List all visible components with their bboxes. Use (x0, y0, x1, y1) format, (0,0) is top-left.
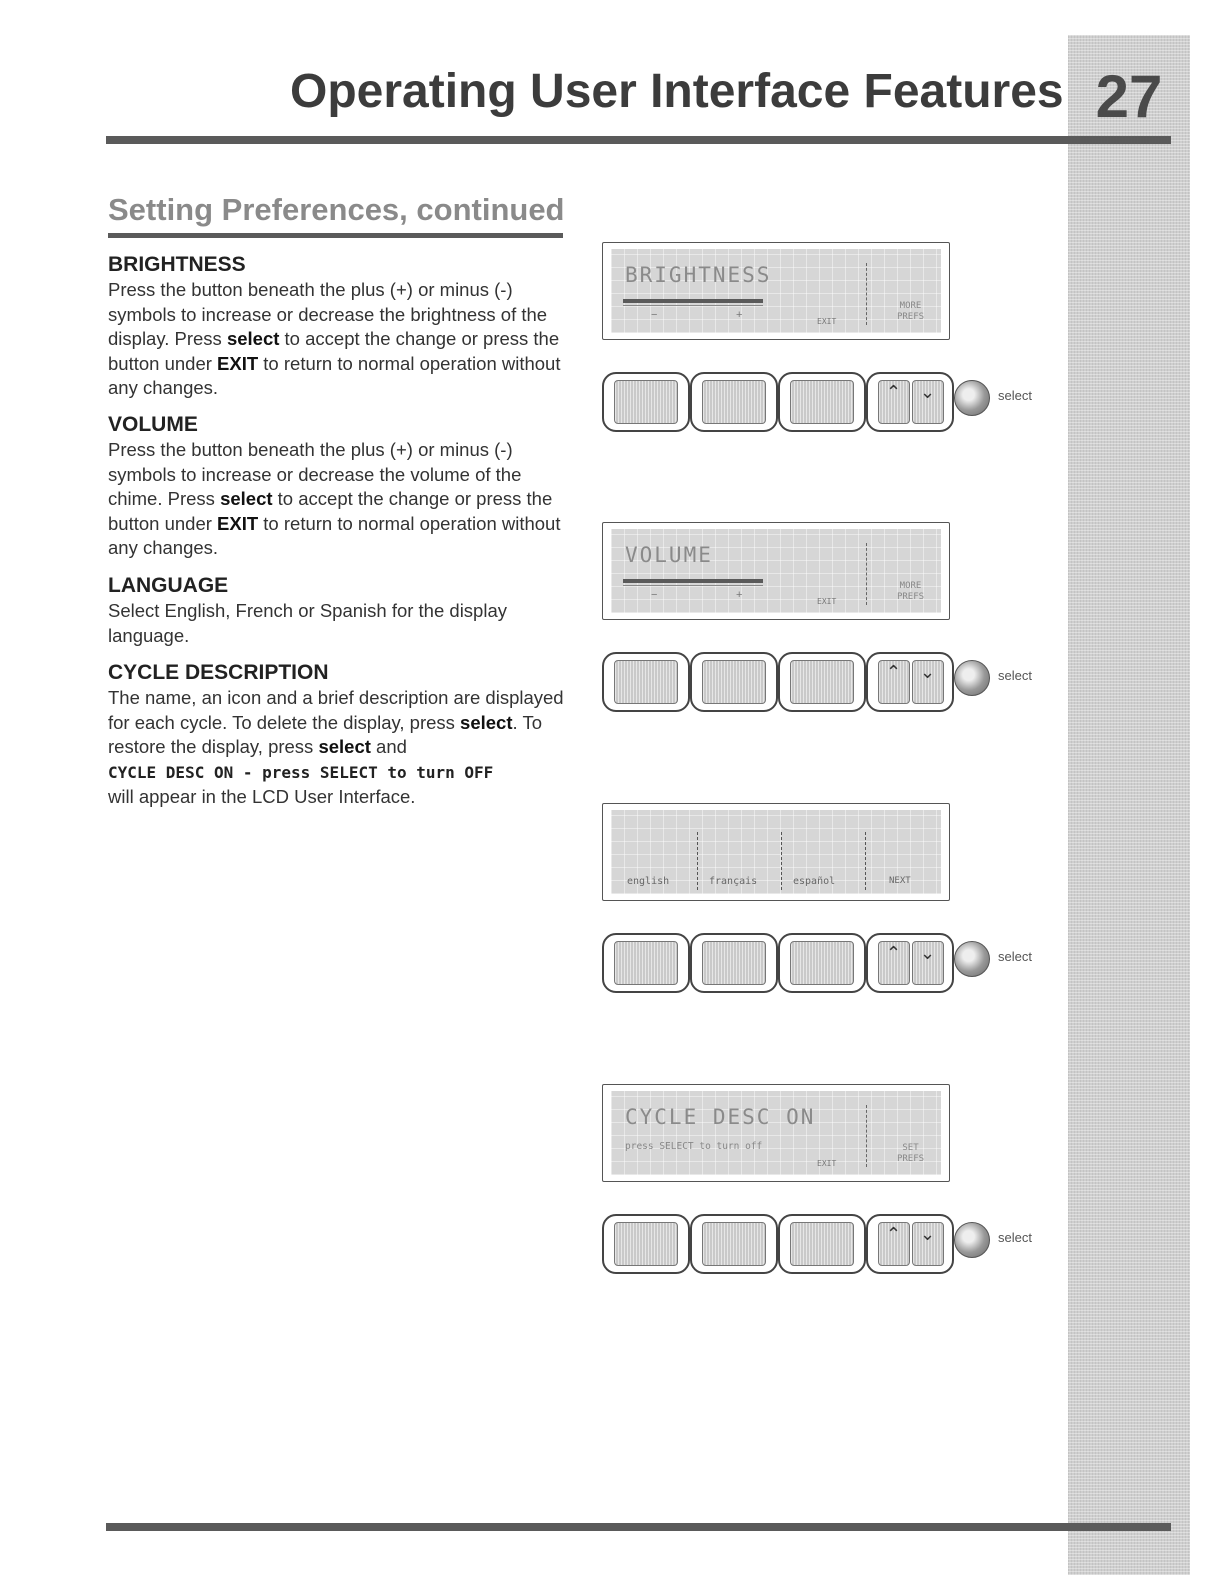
minus-label: − (651, 589, 658, 601)
lcd-title: CYCLE DESC ON (625, 1105, 816, 1129)
chevron-down-icon: ⌄ (920, 382, 936, 402)
soft-key-1[interactable] (602, 372, 690, 432)
lcd-divider (697, 832, 699, 890)
plus-label: + (736, 589, 743, 601)
soft-key-1[interactable] (602, 652, 690, 712)
chevron-down-icon: ⌄ (920, 662, 936, 682)
section-rule (108, 233, 563, 238)
select-label: select (998, 1230, 1032, 1245)
soft-key-3[interactable] (778, 933, 866, 993)
lcd-divider (866, 263, 868, 325)
button-row (602, 372, 1042, 432)
select-label: select (998, 668, 1032, 683)
option-francais: français (709, 876, 758, 887)
chevron-down-icon: ⌄ (920, 1224, 936, 1244)
plus-label: + (736, 309, 743, 321)
chevron-up-icon: ⌃ (886, 662, 902, 682)
cycle-description-block (108, 660, 570, 810)
select-label: select (998, 388, 1032, 403)
page-side-tab (1068, 35, 1190, 1575)
language-block (108, 573, 570, 648)
lcd-title: BRIGHTNESS (625, 263, 772, 287)
page-title: Operating User Interface Features (290, 65, 1064, 118)
button-row (602, 1214, 1042, 1274)
soft-key-3[interactable] (778, 1214, 866, 1274)
brightness-text: Press the button beneath the plus (+) or minus (-) symbols to increase or decrease the brightness of the display. Press select to accept the change or press the button under EXIT to return to normal operation without any changes. (108, 279, 561, 398)
brightness-block (108, 252, 570, 401)
up-down-key[interactable] (866, 933, 954, 993)
chevron-up-icon: ⌃ (886, 382, 902, 402)
soft-key-2[interactable] (690, 372, 778, 432)
level-bar-track (623, 305, 763, 306)
chevron-down-icon: ⌄ (920, 943, 936, 963)
select-button[interactable] (954, 1222, 990, 1258)
lcd-title: VOLUME (625, 543, 713, 567)
level-bar (623, 299, 763, 303)
option-english: english (627, 876, 670, 887)
section-title: Setting Preferences, continued (108, 192, 565, 227)
select-button[interactable] (954, 941, 990, 977)
exit-label: EXIT (817, 597, 837, 606)
next-label: NEXT (889, 876, 911, 886)
button-row (602, 933, 1042, 993)
lcd-inline-text: CYCLE DESC ON - press SELECT to turn OFF (108, 762, 494, 782)
lcd-divider (865, 832, 867, 890)
option-espanol: español (793, 876, 836, 887)
soft-key-1[interactable] (602, 933, 690, 993)
lcd-display (602, 522, 950, 620)
brightness-heading: BRIGHTNESS (108, 253, 246, 276)
volume-block (108, 412, 570, 561)
page-number: 27 (1095, 63, 1163, 130)
language-text: Select English, French or Spanish for the display language. (108, 600, 507, 646)
soft-key-2[interactable] (690, 652, 778, 712)
cycle-description-heading: CYCLE DESCRIPTION (108, 661, 329, 684)
select-label: select (998, 949, 1032, 964)
level-bar-track (623, 585, 763, 586)
volume-heading: VOLUME (108, 413, 198, 436)
exit-label: EXIT (817, 1159, 837, 1168)
chevron-up-icon: ⌃ (886, 1224, 902, 1244)
set-prefs-label: SET PREFS (896, 1143, 925, 1164)
more-prefs-label: MORE PREFS (896, 301, 925, 322)
soft-key-2[interactable] (690, 1214, 778, 1274)
button-row (602, 652, 1042, 712)
lcd-display (602, 1084, 950, 1182)
soft-key-3[interactable] (778, 652, 866, 712)
level-bar (623, 579, 763, 583)
lcd-divider (866, 543, 868, 605)
select-button[interactable] (954, 660, 990, 696)
up-down-key[interactable] (866, 372, 954, 432)
language-heading: LANGUAGE (108, 574, 229, 597)
chevron-up-icon: ⌃ (886, 943, 902, 963)
lcd-subtitle: press SELECT to turn off (625, 1141, 763, 1152)
bottom-rule (106, 1523, 1171, 1531)
soft-key-2[interactable] (690, 933, 778, 993)
lcd-display (602, 242, 950, 340)
exit-label: EXIT (817, 317, 837, 326)
minus-label: − (651, 309, 658, 321)
lcd-divider (781, 832, 783, 890)
soft-key-3[interactable] (778, 372, 866, 432)
soft-key-1[interactable] (602, 1214, 690, 1274)
select-button[interactable] (954, 380, 990, 416)
up-down-key[interactable] (866, 1214, 954, 1274)
up-down-key[interactable] (866, 652, 954, 712)
volume-text: Press the button beneath the plus (+) or minus (-) symbols to increase or decrease the volume of the chime. Press select to accept the change or press the button under EXIT to return to normal operation without any changes. (108, 439, 561, 558)
title-rule (106, 136, 1171, 144)
lcd-divider (866, 1105, 868, 1167)
cycle-description-text: The name, an icon and a brief description are displayed for each cycle. To delete the display, press select. To restore the display, press select and CYCLE DESC ON - press SELECT to turn OFF will appear in the LCD User Interface. (108, 687, 564, 807)
more-prefs-label: MORE PREFS (896, 581, 925, 602)
lcd-display (602, 803, 950, 901)
